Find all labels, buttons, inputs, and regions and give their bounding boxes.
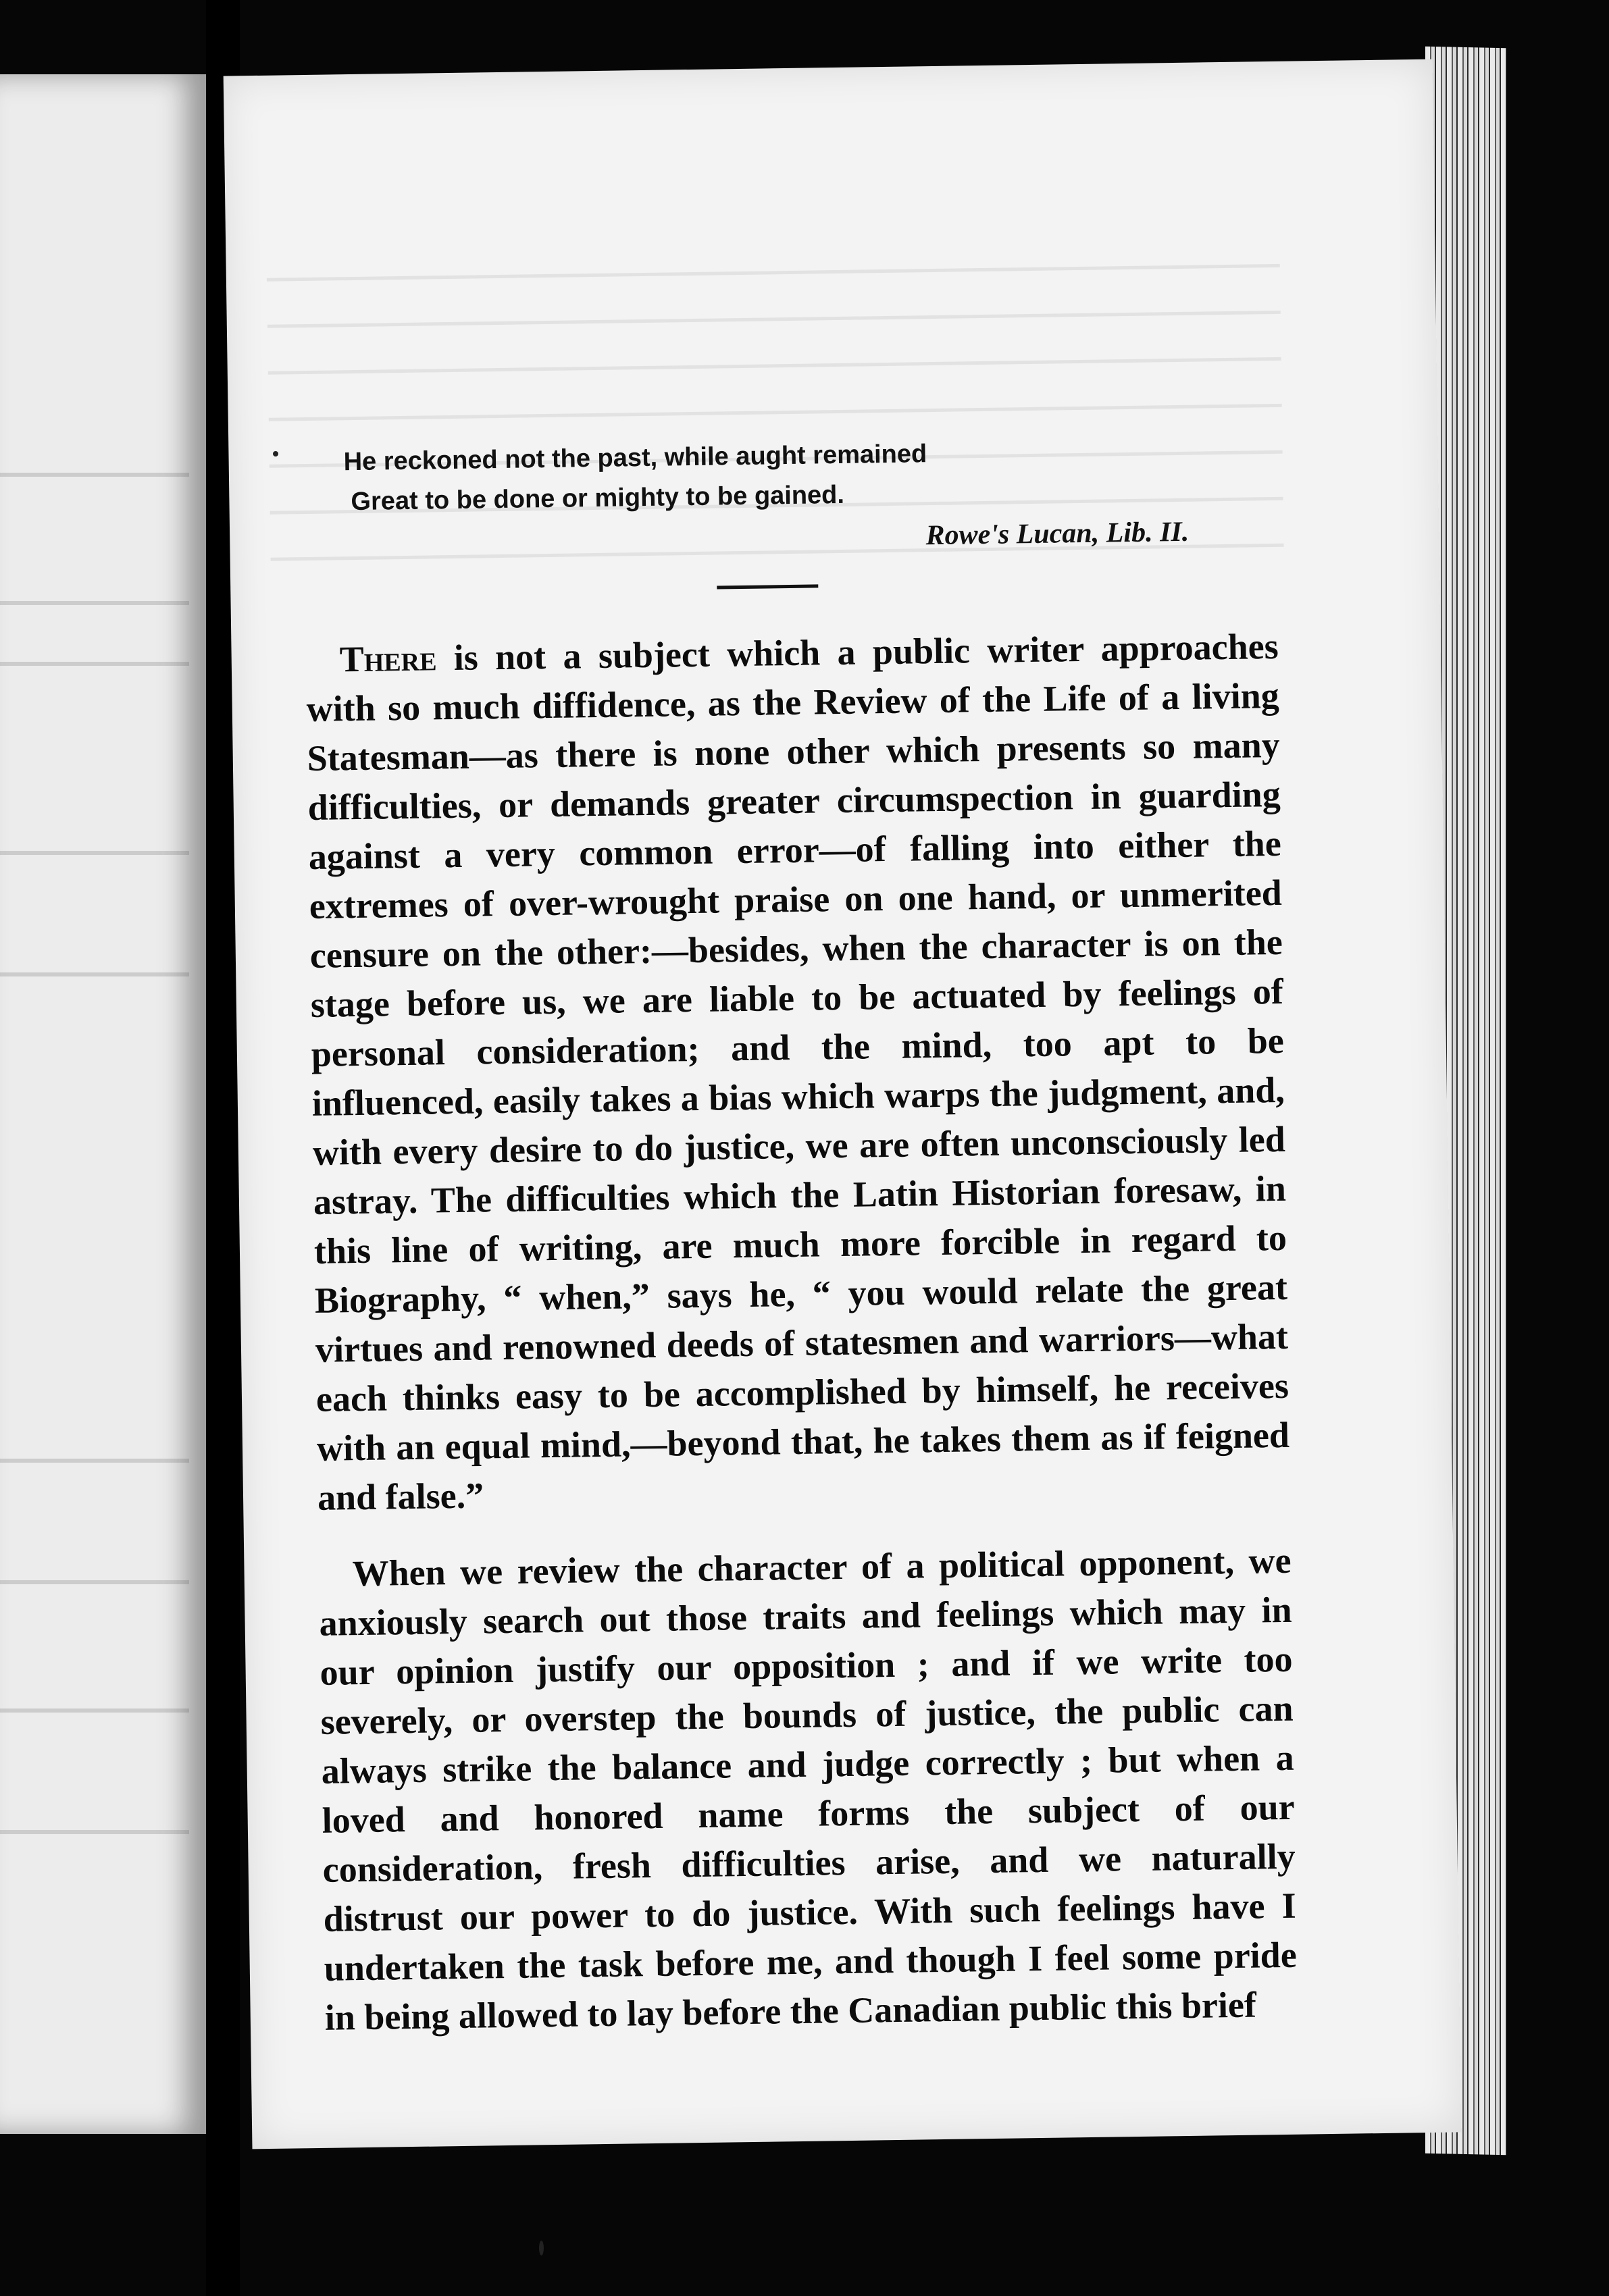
epigraph-line-1: He reckoned not the past, while aught remained [343, 440, 927, 477]
epigraph-citation: Rowe's Lucan, Lib. II. [925, 516, 1190, 551]
body-text [305, 622, 1298, 2043]
paragraph-1-lead: There [339, 637, 437, 680]
book-page [224, 59, 1462, 2149]
facing-page [0, 74, 206, 2134]
paragraph-1-text: is not a subject which a public writer approaches with so much diffidence, as the Review of the Life of a living Statesman—as there is none other which presents so many difficulties, or demands greater circumspection in guarding against a very common error—of falling into either the extremes of over-wrought praise on one hand, or unmerited censure on the other:—besides, when the character is on the stage before us, we are liable to be actuated by feelings of personal consideration; and the mind, too apt to be influenced, easily takes a bias which warps the judgment, and, with every desire to do justice, we are often unconsciously led astray. The difficulties which the Latin Historian foresaw, in this line of writing, are much more forcible in regard to Biography, “ when,” says he, “ you would relate the great virtues and renowned deeds of statesmen and warriors—what each thinks easy to be accomplished by himself, he receives with an equal mind,—beyond that, he takes them as if feigned and false.” [306, 625, 1290, 1518]
paragraph-1 [305, 622, 1290, 1523]
ink-speck [539, 2241, 544, 2255]
ink-speck [273, 451, 278, 456]
epigraph-line-2: Great to be done or mighty to be gained. [351, 480, 845, 516]
epigraph [343, 431, 1196, 566]
paragraph-2: When we review the character of a political opponent, we anxiously search out those traits and feelings which may in our opinion justify our opposition ; and if we write too severely, or overstep the bounds of justice, the public can always strike the balance and judge correctly ; but when a loved and honored name forms the subject of our consideration, fresh difficulties arise, and we naturally distrust our power to do justice. With such feelings have I undertaken the task before me, and though I feel some pride in being allowed to lay before the Canadian public this brief [319, 1540, 1298, 2038]
